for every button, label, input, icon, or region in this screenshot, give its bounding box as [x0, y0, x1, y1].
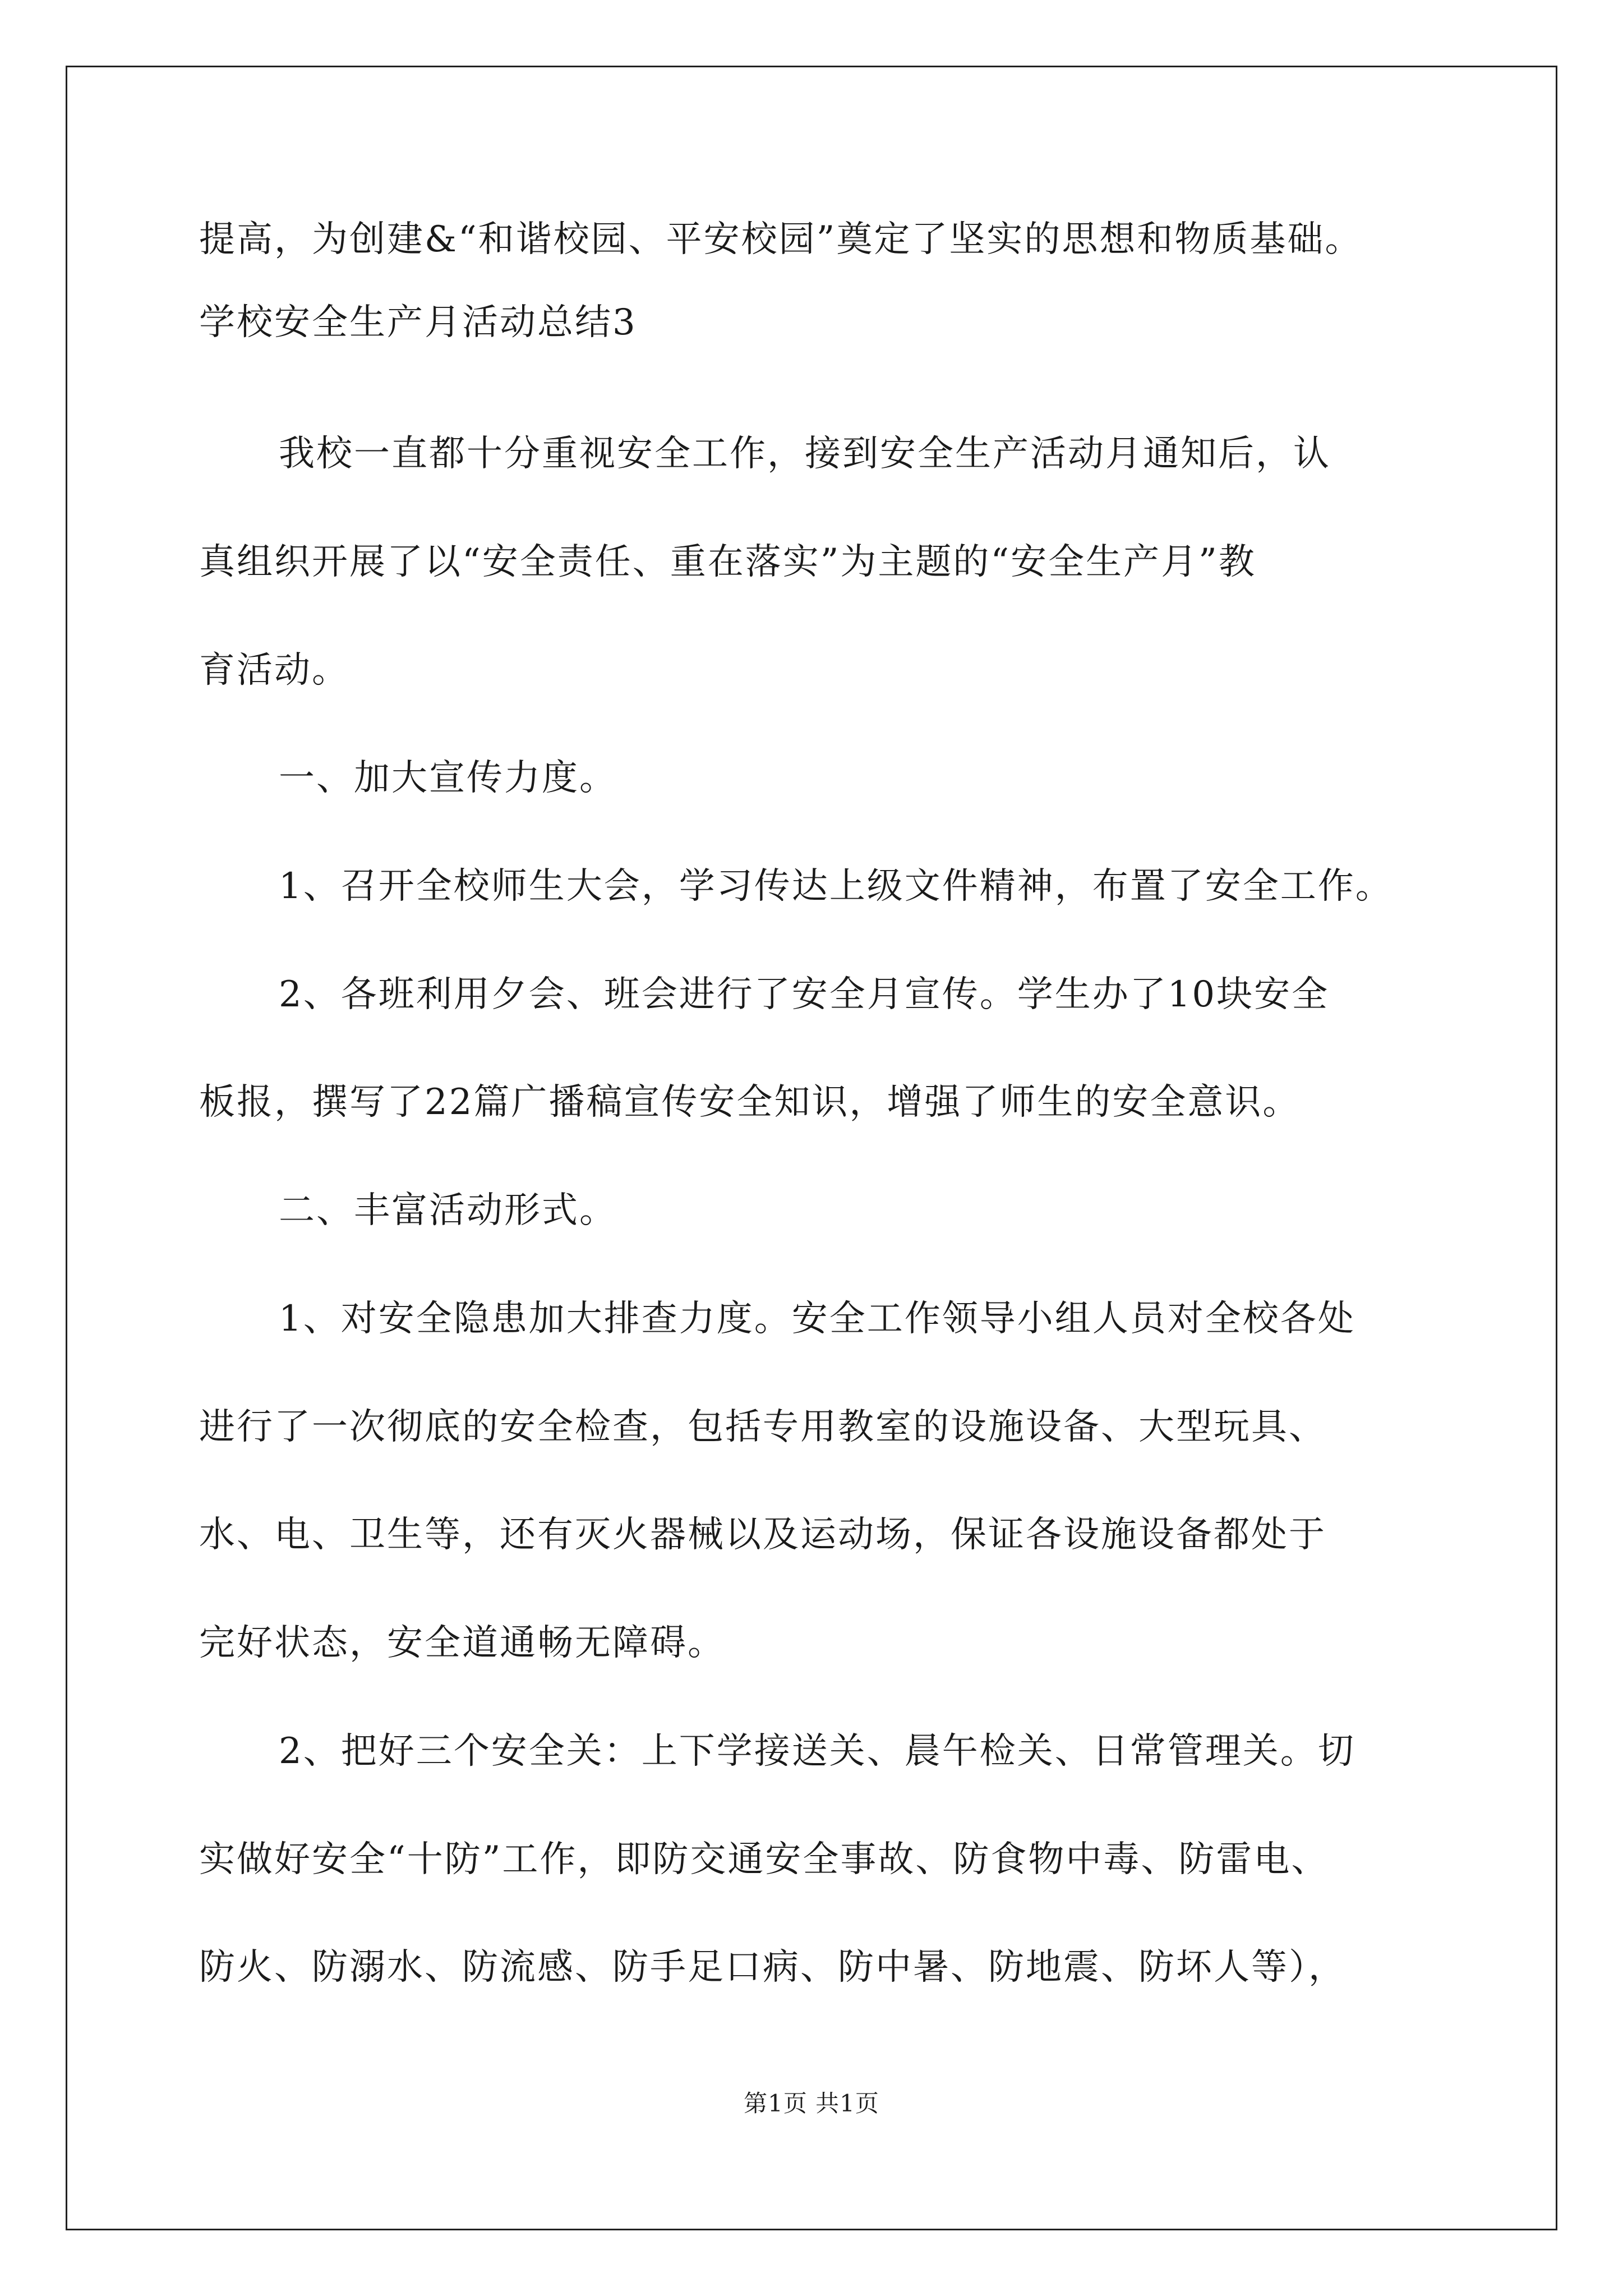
paragraph-line: 提高，为创建&“和谐校园、平安校园”奠定了坚实的思想和物质基础。: [199, 219, 1363, 260]
subsection-heading: 二、丰富活动形式。: [279, 1190, 617, 1231]
paragraph-line: 1、对安全隐患加大排查力度。安全工作领导小组人员对全校各处: [279, 1298, 1355, 1340]
paragraph-line: 实做好安全“十防”工作，即防交通安全事故、防食物中毒、防雷电、: [199, 1839, 1329, 1880]
paragraph-line: 板报，撰写了22篇广播稿宣传安全知识，增强了师生的安全意识。: [199, 1082, 1301, 1123]
section-heading: 学校安全生产月活动总结3: [199, 302, 637, 343]
paragraph-line: 育活动。: [199, 650, 349, 691]
page-footer: 第1页 共1页: [744, 2090, 879, 2117]
paragraph-line: 防火、防溺水、防流感、防手足口病、防中暑、防地震、防坏人等），: [199, 1947, 1346, 1988]
page-border: [66, 66, 1557, 2230]
paragraph-line: 完好状态，安全道通畅无障碍。: [199, 1622, 725, 1664]
subsection-heading: 一、加大宣传力度。: [279, 757, 617, 799]
paragraph-line: 真组织开展了以“安全责任、重在落实”为主题的“安全生产月”教: [199, 541, 1256, 583]
paragraph-line: 2、把好三个安全关：上下学接送关、晨午检关、日常管理关。切: [279, 1731, 1355, 1772]
paragraph-line: 2、各班利用夕会、班会进行了安全月宣传。学生办了10块安全: [279, 974, 1330, 1015]
paragraph-line: 我校一直都十分重视安全工作，接到安全生产活动月通知后，认: [279, 433, 1331, 475]
paragraph-line: 水、电、卫生等，还有灭火器械以及运动场，保证各设施设备都处于: [199, 1514, 1326, 1556]
paragraph-line: 1、召开全校师生大会，学习传达上级文件精神，布置了安全工作。: [279, 866, 1393, 907]
paragraph-line: 进行了一次彻底的安全检查，包括专用教室的设施设备、大型玩具、: [199, 1406, 1326, 1448]
